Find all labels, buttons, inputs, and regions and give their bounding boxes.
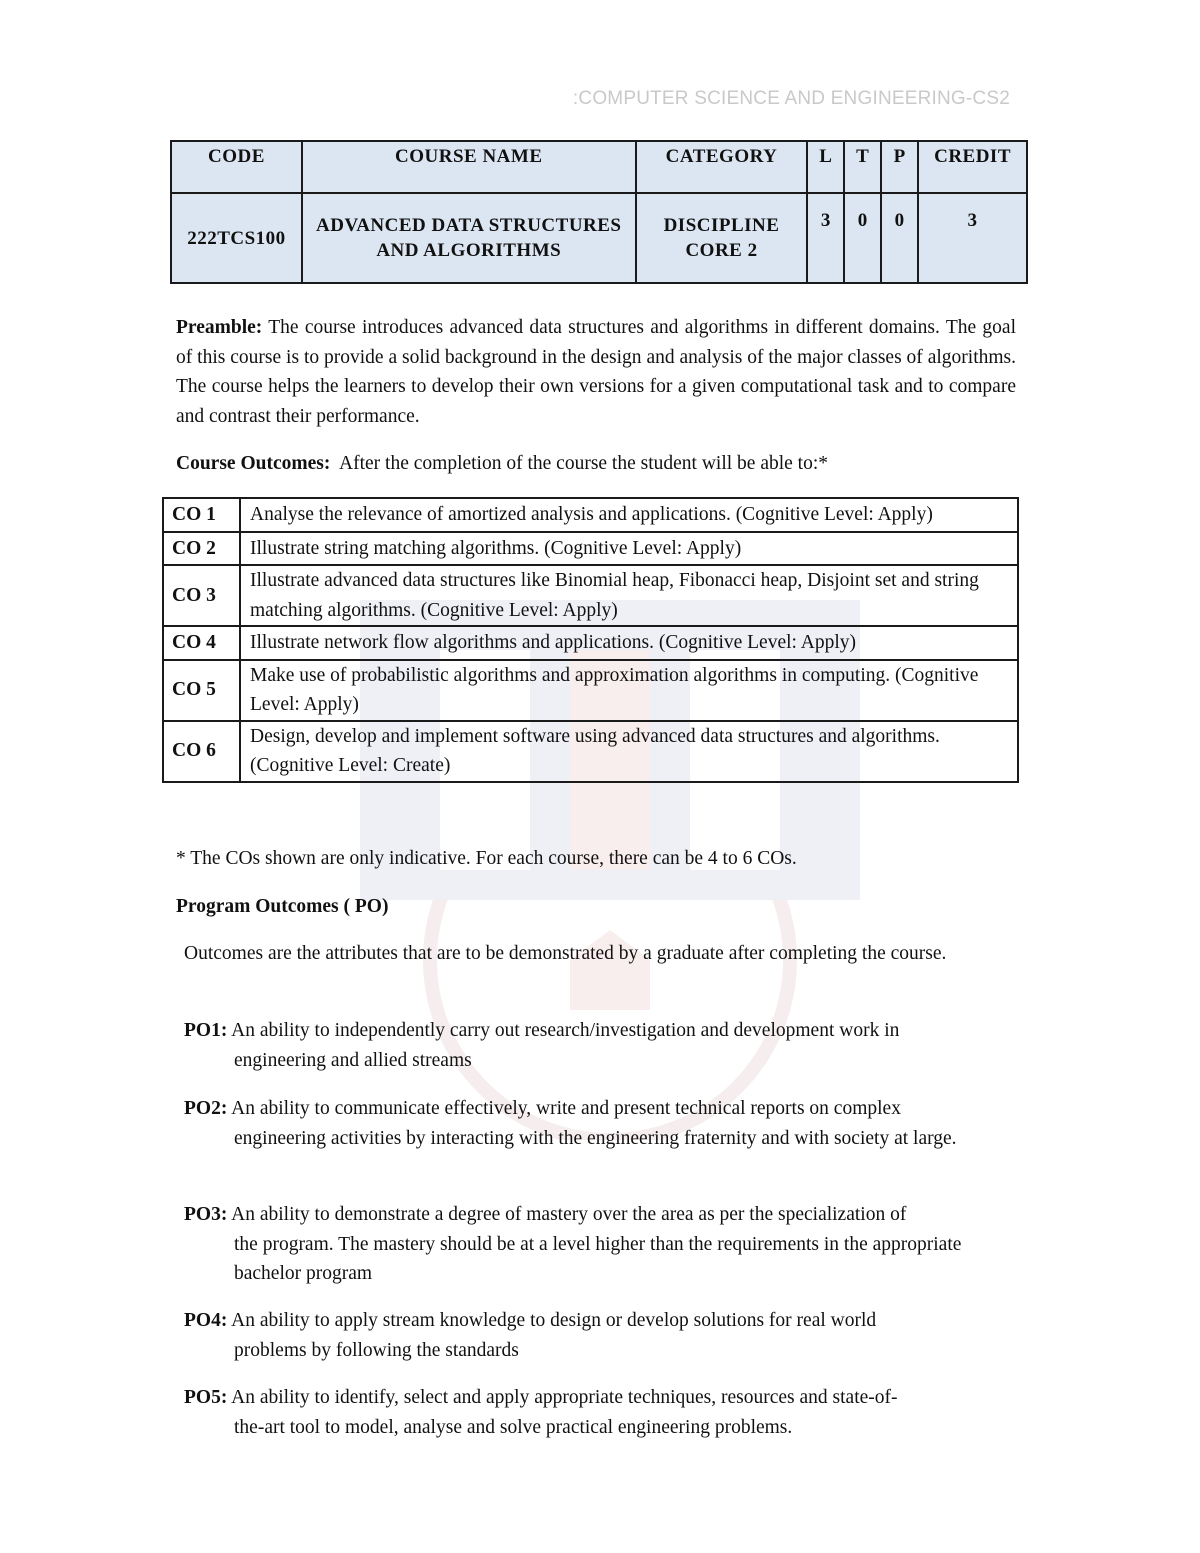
category-line1: DISCIPLINE <box>663 215 780 236</box>
po-text-rest: the-art tool to model, analyse and solve practical engineering problems. <box>234 1416 793 1438</box>
course-table-header-row <box>171 141 1027 193</box>
po-text-rest: engineering and allied streams <box>234 1049 472 1071</box>
header-t: T <box>844 141 881 193</box>
course-outcomes-label: Course Outcomes: <box>176 453 331 474</box>
co-description: Make use of probabilistic algorithms and approximation algorithms in computing. (Cognitive Level: Apply) <box>240 660 1018 721</box>
co-row <box>163 660 1018 721</box>
header-p: P <box>881 141 918 193</box>
po-item <box>184 1200 1014 1289</box>
category-line2: CORE 2 <box>685 240 758 261</box>
preamble-text: The course introduces advanced data structures and algorithms in different domains. The goal of this course is to provide a solid background in the design and analysis of the major classes of algorithms. The course helps the learners to develop their own versions for a given computational task and to compare and contrast their performance. <box>176 317 1016 427</box>
po-item <box>184 1094 1014 1153</box>
header-code: CODE <box>171 141 302 193</box>
header-credit: CREDIT <box>918 141 1027 193</box>
course-credit: 3 <box>918 193 1027 283</box>
course-outcomes-text: After the completion of the course the student will be able to:* <box>339 453 829 474</box>
po-label: PO4: <box>184 1310 228 1331</box>
po-label: PO1: <box>184 1020 228 1041</box>
po-label: PO3: <box>184 1204 228 1225</box>
po-text-rest: problems by following the standards <box>234 1339 519 1361</box>
co-id: CO 6 <box>163 721 240 782</box>
course-table-row <box>171 193 1027 283</box>
po-item <box>184 1383 1014 1442</box>
po-text-line1: An ability to communicate effectively, write and present technical reports on complex <box>231 1098 901 1119</box>
course-p: 0 <box>881 193 918 283</box>
po-text-line1: An ability to apply stream knowledge to design or develop solutions for real world <box>231 1310 877 1331</box>
co-id: CO 1 <box>163 498 240 532</box>
co-id: CO 5 <box>163 660 240 721</box>
course-category <box>636 193 808 283</box>
po-text-line1: An ability to demonstrate a degree of mastery over the area as per the specialization of <box>231 1204 907 1225</box>
header-course-name: COURSE NAME <box>302 141 636 193</box>
course-l: 3 <box>807 193 844 283</box>
preamble-label: Preamble: <box>176 317 263 338</box>
co-row <box>163 721 1018 782</box>
co-description: Design, develop and implement software using advanced data structures and algorithms. (Cognitive Level: Create) <box>240 721 1018 782</box>
course-outcomes-intro <box>176 449 1016 479</box>
co-description: Illustrate string matching algorithms. (Cognitive Level: Apply) <box>240 532 1018 566</box>
co-description: Illustrate network flow algorithms and applications. (Cognitive Level: Apply) <box>240 626 1018 660</box>
course-t: 0 <box>844 193 881 283</box>
po-text-rest: engineering activities by interacting with the engineering fraternity and with society at large. <box>234 1127 957 1149</box>
po-text-line1: An ability to identify, select and apply appropriate techniques, resources and state-of- <box>231 1387 898 1408</box>
co-id: CO 4 <box>163 626 240 660</box>
co-row <box>163 498 1018 532</box>
running-header: :COMPUTER SCIENCE AND ENGINEERING-CS2 <box>572 88 1010 109</box>
course-details-table <box>170 140 1028 284</box>
course-code: 222TCS100 <box>171 193 302 283</box>
po-item <box>184 1016 1014 1075</box>
co-row <box>163 626 1018 660</box>
co-description: Illustrate advanced data structures like Binomial heap, Fibonacci heap, Disjoint set and string matching algorithms. (Cognitive Level: Apply) <box>240 565 1018 626</box>
header-category: CATEGORY <box>636 141 808 193</box>
po-text-line1: An ability to independently carry out research/investigation and development work in <box>231 1020 900 1041</box>
co-row <box>163 565 1018 626</box>
course-name: ADVANCED DATA STRUCTURES AND ALGORITHMS <box>302 193 636 283</box>
course-outcomes-table <box>162 497 1019 783</box>
co-id: CO 2 <box>163 532 240 566</box>
preamble-paragraph <box>176 313 1016 431</box>
program-outcomes-heading: Program Outcomes ( PO) <box>176 896 389 917</box>
header-l: L <box>807 141 844 193</box>
co-id: CO 3 <box>163 565 240 626</box>
po-text-rest: the program. The mastery should be at a level higher than the requirements in the appropriate bachelor program <box>234 1233 962 1284</box>
po-label: PO2: <box>184 1098 228 1119</box>
co-note: * The COs shown are only indicative. For each course, there can be 4 to 6 COs. <box>176 848 797 869</box>
program-outcomes-intro: Outcomes are the attributes that are to be demonstrated by a graduate after completing the course. <box>184 943 947 964</box>
po-item <box>184 1306 1014 1365</box>
co-row <box>163 532 1018 566</box>
po-label: PO5: <box>184 1387 228 1408</box>
co-description: Analyse the relevance of amortized analysis and applications. (Cognitive Level: Apply) <box>240 498 1018 532</box>
